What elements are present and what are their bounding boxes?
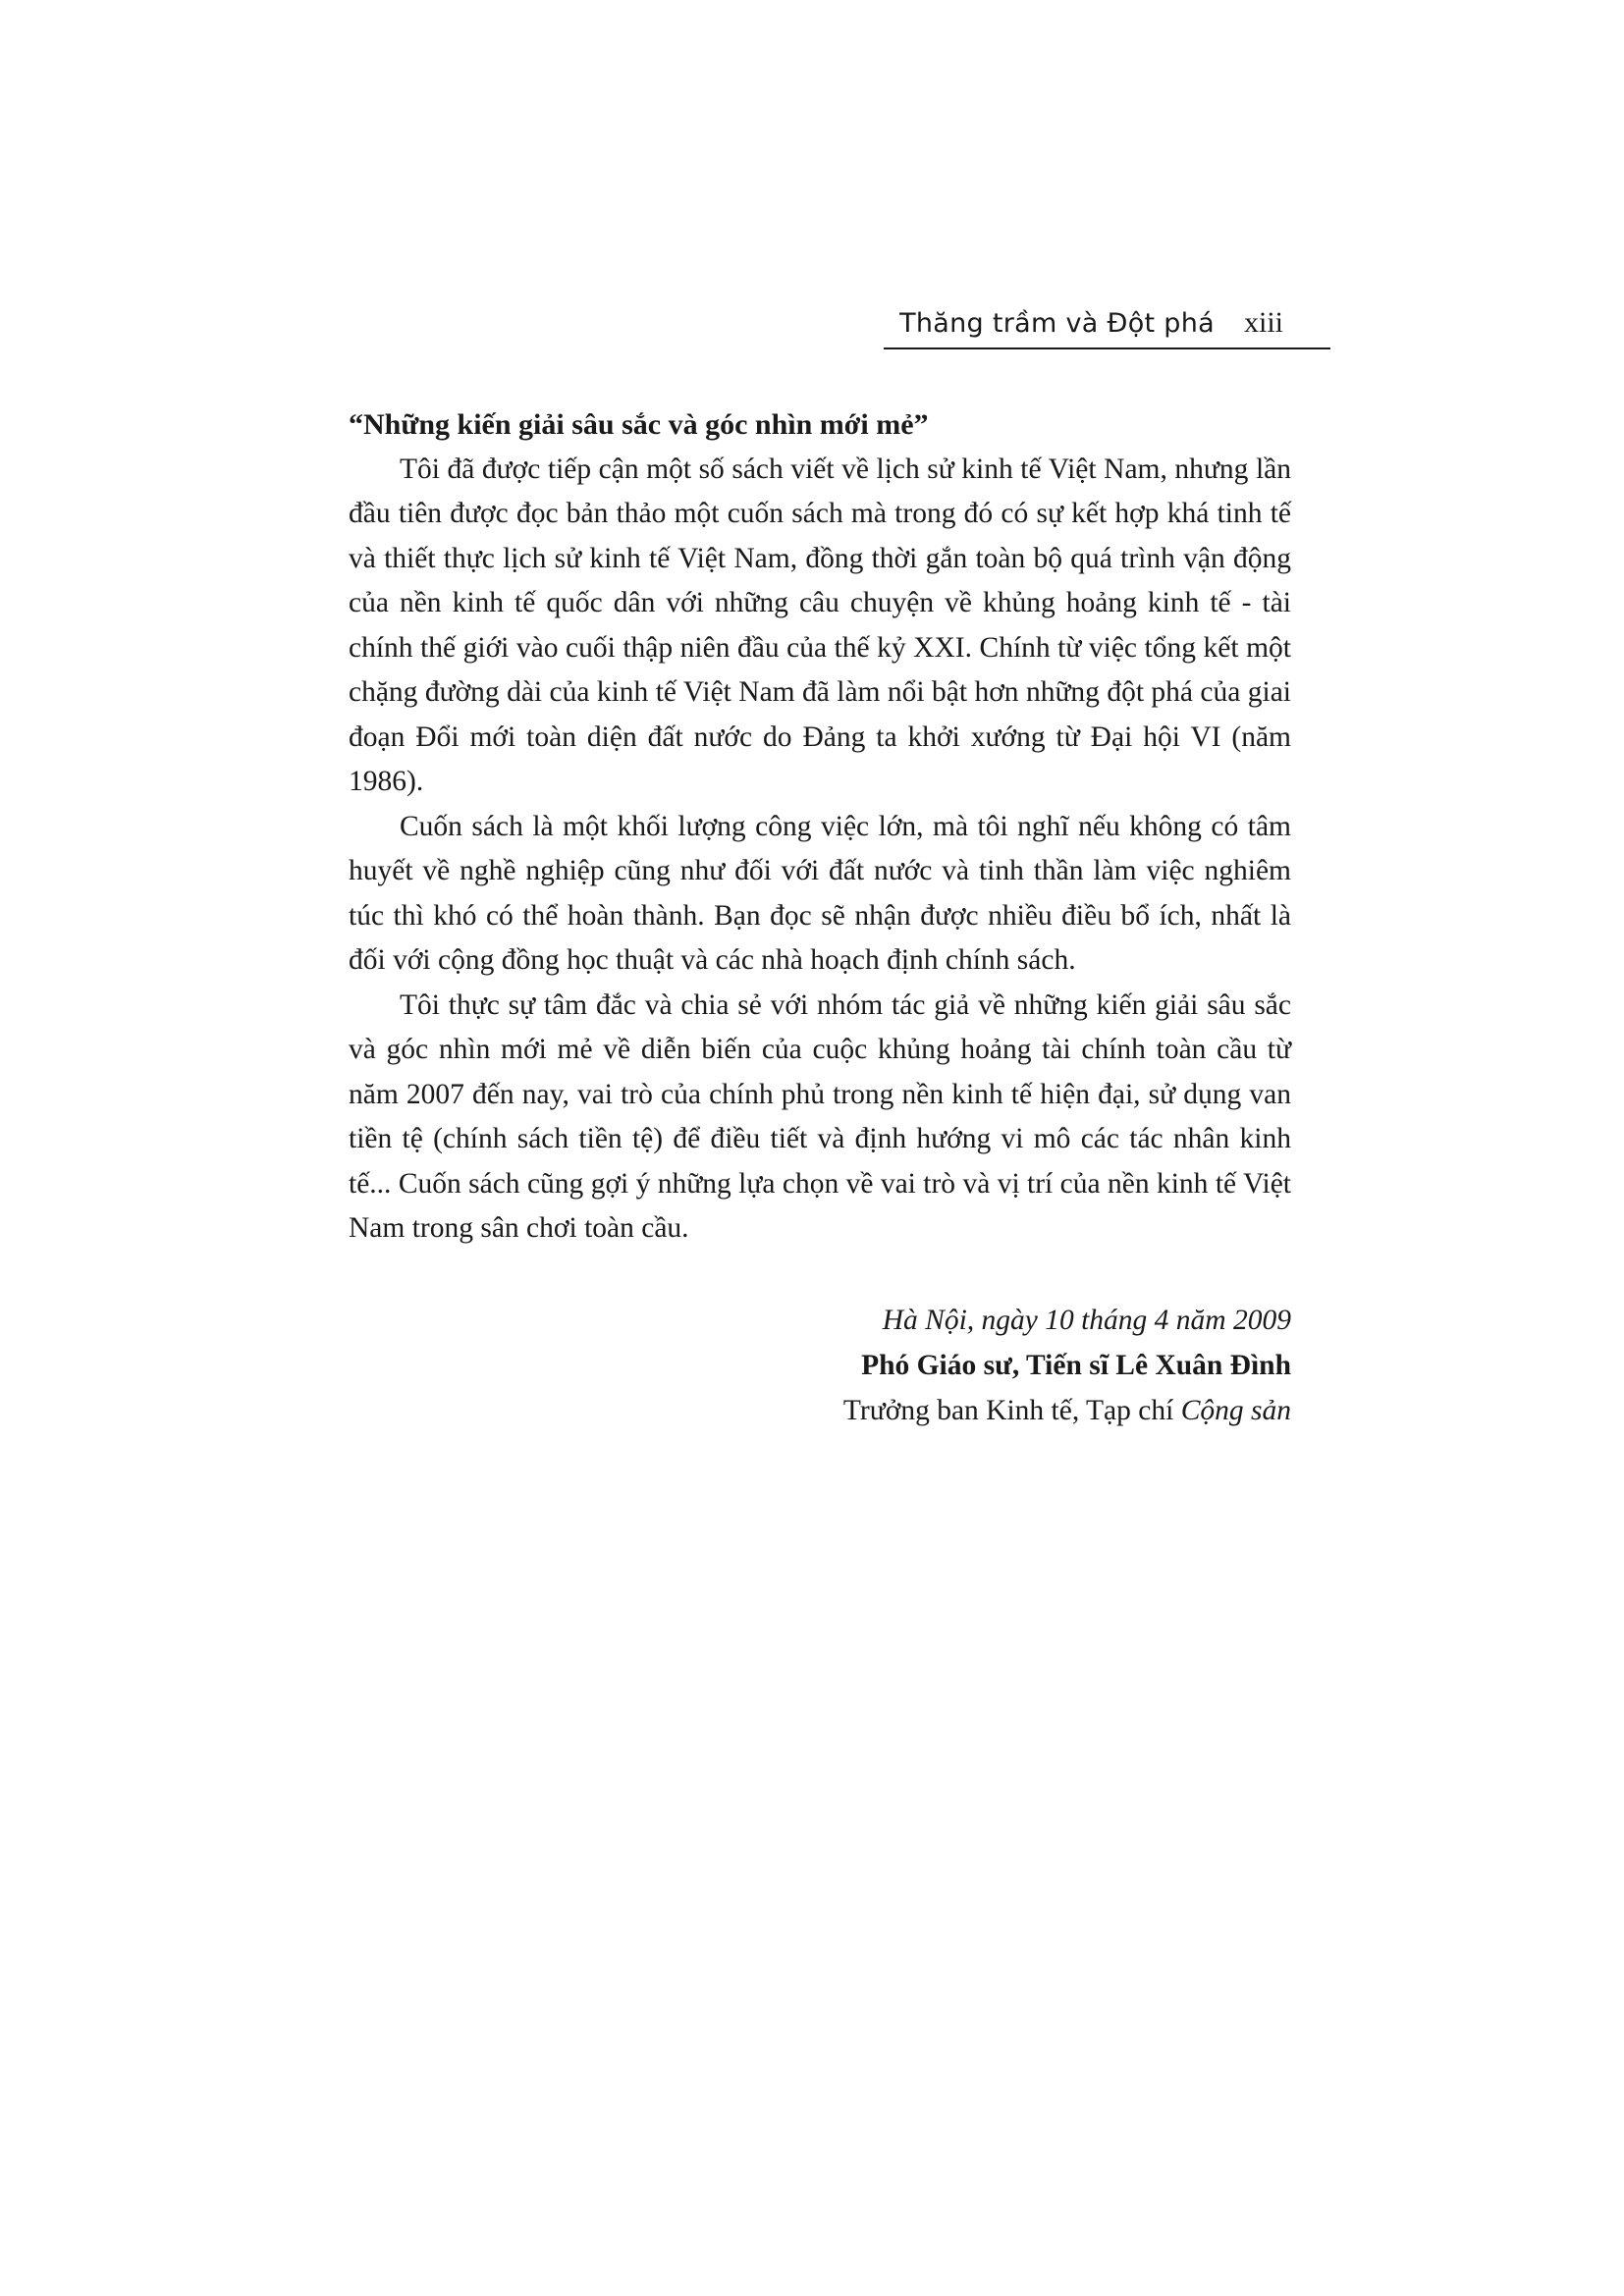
main-content xyxy=(349,402,1291,1252)
place-date: Hà Nội, ngày 10 tháng 4 năm 2009 xyxy=(882,1305,1291,1336)
author-name: Phó Giáo sư, Tiến sĩ Lê Xuân Đình xyxy=(861,1350,1291,1381)
signature-block xyxy=(746,1298,1291,1433)
role-text: Trưởng ban Kinh tế, Tạp chí xyxy=(842,1395,1181,1426)
running-header xyxy=(884,304,1330,349)
book-title: Thăng trầm và Đột phá xyxy=(899,307,1215,339)
paragraph-1: Tôi đã được tiếp cận một số sách viết về lịch sử kinh tế Việt Nam, nhưng lần đầu tiên được đọc bản thảo một cuốn sách mà trong đó có sự kết hợp khá tinh tế và thiết thực lịch sử kinh tế Việt Nam, đồng thời gắn toàn bộ quá trình vận động của nền kinh tế quốc dân với những câu chuyện về khủng hoảng kinh tế - tài chính thế giới vào cuối thập niên đầu của thế kỷ XXI. Chính từ việc tổng kết một chặng đường dài của kinh tế Việt Nam đã làm nổi bật hơn những đột phá của giai đoạn Đổi mới toàn diện đất nước do Đảng ta khởi xướng từ Đại hội VI (năm 1986). xyxy=(349,453,1291,797)
section-heading: “Những kiến giải sâu sắc và góc nhìn mới mẻ” xyxy=(349,408,929,441)
publication-name: Cộng sản xyxy=(1180,1395,1291,1426)
paragraph-2: Cuốn sách là một khối lượng công việc lớn, mà tôi nghĩ nếu không có tâm huyết về nghề nghiệp cũng như đối với đất nước và tinh thần làm việc nghiêm túc thì khó có thể hoàn thành. Bạn đọc sẽ nhận được nhiều điều bổ ích, nhất là đối với cộng đồng học thuật và các nhà hoạch định chính sách. xyxy=(349,810,1291,976)
page-number: xiii xyxy=(1243,306,1283,339)
paragraph-3: Tôi thực sự tâm đắc và chia sẻ với nhóm tác giả về những kiến giải sâu sắc và góc nhìn mới mẻ về diễn biến của cuộc khủng hoảng tài chính toàn cầu từ năm 2007 đến nay, vai trò của chính phủ trong nền kinh tế hiện đại, sử dụng van tiền tệ (chính sách tiền tệ) để điều tiết và định hướng vi mô các tác nhân kinh tế... Cuốn sách cũng gợi ý những lựa chọn về vai trò và vị trí của nền kinh tế Việt Nam trong sân chơi toàn cầu. xyxy=(349,988,1291,1244)
author-role xyxy=(746,1388,1291,1433)
